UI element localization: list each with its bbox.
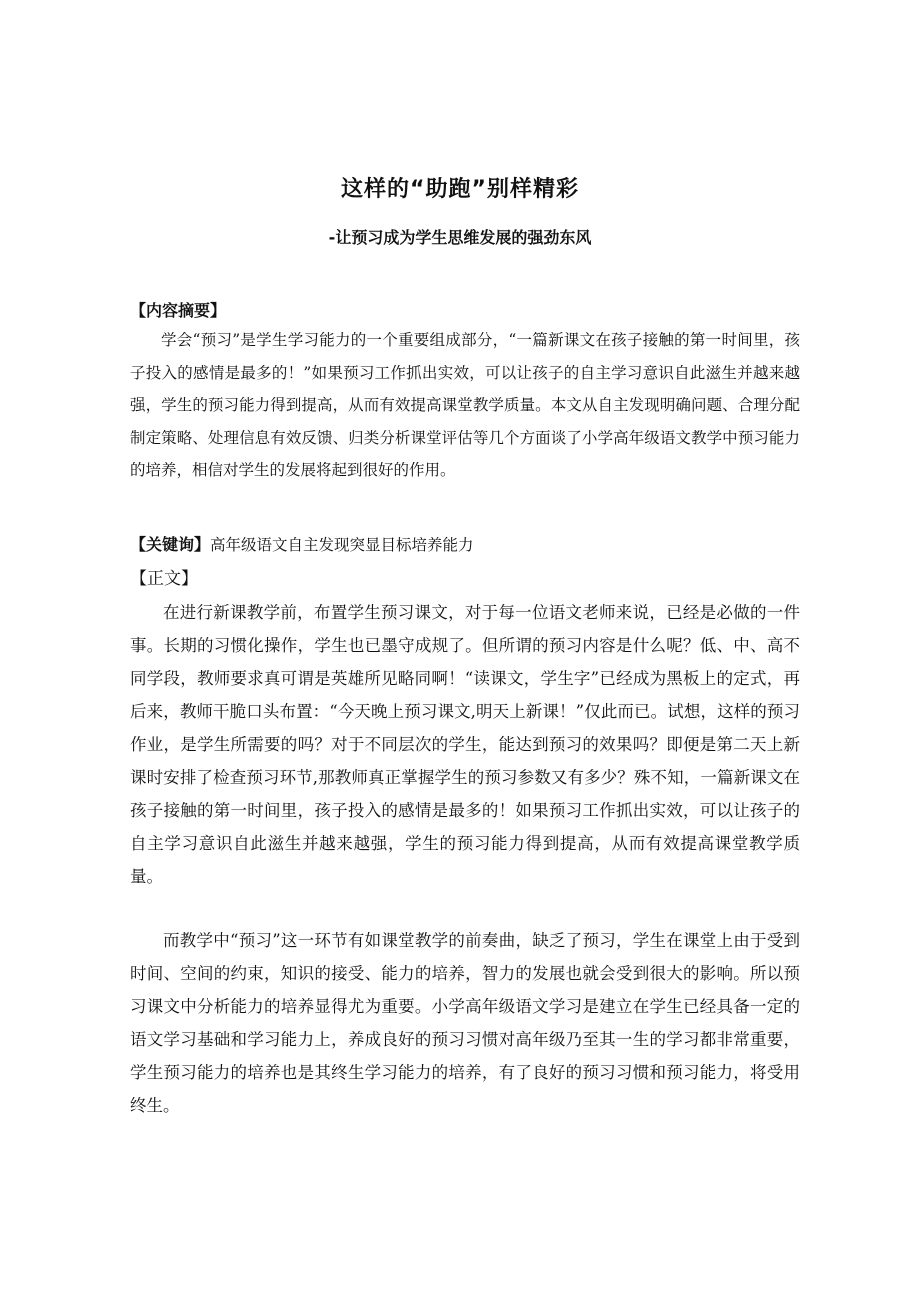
body-paragraph-text: 而教学中“预习”这一环节有如课堂教学的前奏曲，缺乏了预习，学生在课堂上由于受到时间、空间的约束，知识的接受、能力的培养，智力的发展也就会受到很大的影响。所以预习课文中分析能力的培养显得尤为重要。小学高年级语文学习是建立在学生已经具备一定的语文学习基础和学习能力上，养成良好的预习习惯对高年级乃至其一生的学习都非常重要，学生预习能力的培养也是其终生学习能力的培养，有了良好的预习习惯和预习能力，将受用终生。	[130, 931, 800, 1115]
abstract-text	[130, 324, 800, 487]
body-heading: 【正文】	[130, 569, 198, 589]
keywords-text: 高年级语文自主发现突显目标培养能力	[210, 536, 474, 554]
body-paragraph-1	[130, 596, 800, 893]
document-subtitle: -让预习成为学生思维发展的强劲东风	[328, 228, 592, 247]
abstract-heading: 【内容摘要】	[130, 301, 227, 320]
document-title: 这样的“助跑”别样精彩	[341, 177, 579, 202]
abstract-paragraph: 学会“预习”是学生学习能力的一个重要组成部分，“一篇新课文在孩子接触的第一时间里，孩子投入的感情是最多的！”如果预习工作抓出实效，可以让孩子的自主学习意识自此滋生并越来越强，学生的预习能力得到提高，从而有效提高课堂教学质量。本文从自主发现明确问题、合理分配制定策略、处理信息有效反馈、归类分析课堂评估等几个方面谈了小学高年级语文教学中预习能力的培养，相信对学生的发展将起到很好的作用。	[130, 331, 800, 479]
body-paragraph-text: 在进行新课教学前，布置学生预习课文，对于每一位语文老师来说，已经是必做的一件事。长期的习惯化操作，学生也已墨守成规了。但所谓的预习内容是什么呢？低、中、高不同学段，教师要求真可谓是英雄所见略同啊！“读课文，学生字”已经成为黑板上的定式，再后来，教师干脆口头布置：“今天晚上预习课文,明天上新课！”仅此而已。试想，这样的预习作业，是学生所需要的吗？对于不同层次的学生，能达到预习的效果吗？即便是第二天上新课时安排了检查预习环节,那教师真正掌握学生的预习参数又有多少？殊不知，一篇新课文在孩子接触的第一时间里，孩子投入的感情是最多的！如果预习工作抓出实效，可以让孩子的自主学习意识自此滋生并越来越强，学生的预习能力得到提高，从而有效提高课堂教学质量。	[130, 603, 800, 886]
body-paragraph-2	[130, 924, 800, 1122]
keywords-line	[130, 528, 800, 562]
keywords-heading: 【关键询】	[130, 535, 211, 554]
